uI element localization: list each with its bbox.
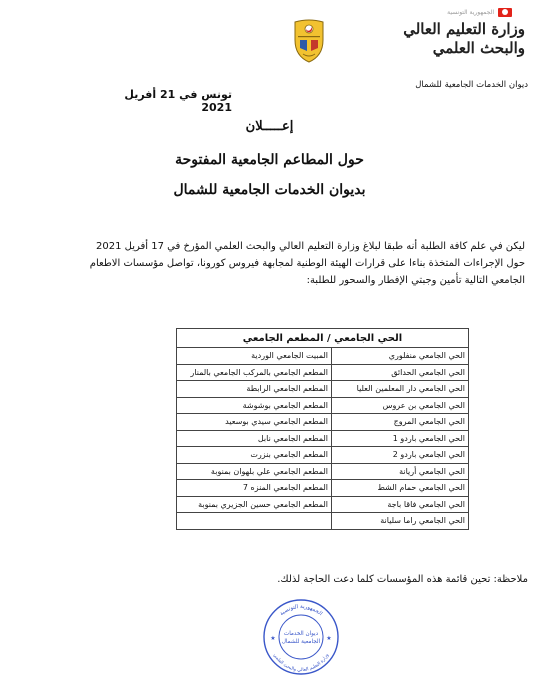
- residence-cell: الحي الجامعي راما سليانة: [332, 513, 469, 530]
- official-stamp-icon: [262, 598, 340, 676]
- star-icon: ★: [326, 635, 332, 642]
- ministry-name-line2: والبحث العلمي: [432, 39, 525, 57]
- body-line: الجامعي التالية تأمين وجبتي الإفطار والسحور للطلبة:: [306, 275, 525, 286]
- stamp-outer-bottom: وزارة التعليم العالي والبحث العلمي: [271, 653, 331, 674]
- star-icon: ★: [270, 635, 276, 642]
- restaurant-cell: المطعم الجامعي بالمركب الجامعي بالمنار: [177, 364, 332, 381]
- announcement-subtitle: حول المطاعم الجامعية المفتوحة: [175, 152, 364, 168]
- restaurant-cell: المطعم الجامعي المنزه 7: [177, 480, 332, 497]
- residence-cell: الحي الجامعي باردو 1: [332, 430, 469, 447]
- republic-label: الجمهورية التونسية: [447, 9, 494, 16]
- residence-cell: الحي الجامعي فاقا باجة: [332, 496, 469, 513]
- residence-cell: الحي الجامعي المروج: [332, 414, 469, 431]
- announcement-body: [20, 238, 525, 289]
- table-row: [177, 381, 469, 398]
- table-row: [177, 513, 469, 530]
- table-header: الحي الجامعي / المطعم الجامعي: [177, 329, 469, 348]
- stamp-inner-line2: الجامعية للشمال: [281, 639, 321, 645]
- footnote: ملاحظة: تحين قائمة هذه المؤسسات كلما دعت الحاجة لذلك.: [277, 574, 528, 585]
- restaurant-cell: المبيت الجامعي الوردية: [177, 348, 332, 365]
- table-row: [177, 480, 469, 497]
- restaurant-cell: المطعم الجامعي سيدي بوسعيد: [177, 414, 332, 431]
- table-row: [177, 463, 469, 480]
- announcement-subtitle-2: بديوان الخدمات الجامعية للشمال: [173, 182, 366, 198]
- residence-cell: الحي الجامعي بن عروس: [332, 397, 469, 414]
- restaurant-cell: المطعم الجامعي حسين الجزيري بمنوبة: [177, 496, 332, 513]
- table-row: [177, 348, 469, 365]
- coat-of-arms-icon: [289, 18, 329, 64]
- table-row: [177, 447, 469, 464]
- table-row: [177, 430, 469, 447]
- residence-cell: الحي الجامعي الحدائق: [332, 364, 469, 381]
- stamp-outer-top: الجمهورية التونسية: [278, 603, 324, 618]
- table-row: [177, 397, 469, 414]
- svg-text:وزارة التعليم العالي والبحث ال: [272, 653, 330, 673]
- announcement-title: إعـــــلان: [245, 119, 294, 134]
- residence-cell: الحي الجامعي أريانة: [332, 463, 469, 480]
- restaurant-cell: المطعم الجامعي الرابطة: [177, 381, 332, 398]
- body-line: حول الإجراءات المتخذة بناءا على قرارات الهيئة الوطنية لمجابهة فيروس كورونا، تواصل مؤسسات الاطعام: [89, 258, 525, 269]
- ministry-name: [395, 20, 525, 58]
- document-date: تونس في 21 أفريل 2021: [124, 88, 232, 114]
- residence-cell: الحي الجامعي منفلوري: [332, 348, 469, 365]
- restaurant-cell: [177, 513, 332, 530]
- table-row: [177, 364, 469, 381]
- residence-cell: الحي الجامعي باردو 2: [332, 447, 469, 464]
- restaurant-cell: المطعم الجامعي بنزرت: [177, 447, 332, 464]
- stamp-inner-line1: ديوان الخدمات: [283, 631, 319, 637]
- table-row: [177, 496, 469, 513]
- residence-cell: الحي الجامعي حمام الشط: [332, 480, 469, 497]
- restaurant-cell: المطعم الجامعي نابل: [177, 430, 332, 447]
- tunisia-flag-icon: [498, 8, 512, 17]
- restaurants-table: [176, 328, 469, 530]
- restaurant-cell: المطعم الجامعي بوشوشة: [177, 397, 332, 414]
- restaurant-cell: المطعم الجامعي علي بلهوان بمنوبة: [177, 463, 332, 480]
- table-row: [177, 414, 469, 431]
- office-name: ديوان الخدمات الجامعية للشمال: [415, 80, 528, 90]
- body-line: ليكن في علم كافة الطلبة أنه طبقا لبلاغ وزارة التعليم العالي والبحث العلمي المؤرخ في 17 أفريل 2021: [95, 241, 525, 252]
- ministry-name-line1: وزارة التعليم العالي: [403, 20, 525, 38]
- residence-cell: الحي الجامعي دار المعلمين العليا: [332, 381, 469, 398]
